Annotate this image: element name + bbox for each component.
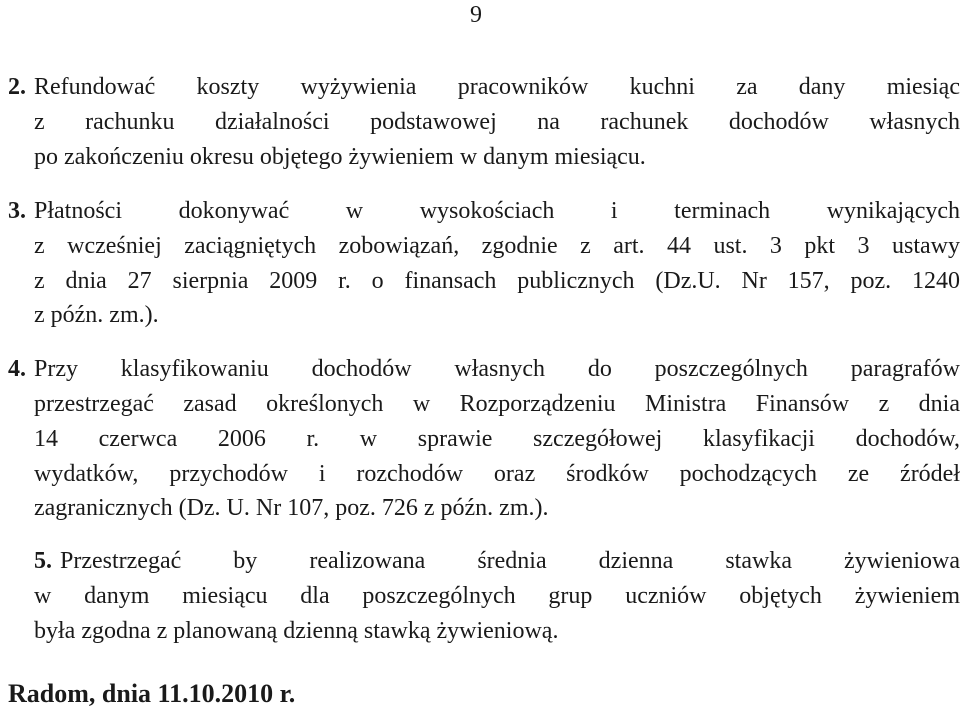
- item-4-line-5: zagranicznych (Dz. U. Nr 107, poz. 726 z późn. zm.).: [34, 495, 549, 521]
- item-number: 2.: [8, 74, 26, 100]
- item-3-line-4: z późn. zm.).: [34, 302, 159, 328]
- item-text: Przestrzegać by realizowana średnia dzienna stawka żywieniowa: [60, 548, 960, 574]
- page-number: 9: [470, 2, 482, 28]
- item-text: Przy klasyfikowaniu dochodów własnych do poszczególnych paragrafów: [34, 356, 960, 382]
- item-number: 5.: [34, 548, 52, 574]
- item-2-line-3: po zakończeniu okresu objętego żywieniem w danym miesiącu.: [34, 144, 646, 170]
- item-number: 4.: [8, 356, 26, 382]
- item-5-line-1: [34, 546, 960, 576]
- item-4-line-2: przestrzegać zasad określonych w Rozporządzeniu Ministra Finansów z dnia: [34, 391, 960, 417]
- item-3-line-1: [8, 196, 960, 226]
- item-text: Refundować koszty wyżywienia pracowników kuchni za dany miesiąc: [34, 74, 960, 100]
- item-5-line-3: była zgodna z planowaną dzienną stawką żywieniową.: [34, 618, 559, 644]
- item-4-line-3: 14 czerwca 2006 r. w sprawie szczegółowej klasyfikacji dochodów,: [34, 426, 960, 452]
- item-4-line-4: wydatków, przychodów i rozchodów oraz środków pochodzących ze źródeł: [34, 461, 960, 487]
- place-date-signature: Radom, dnia 11.10.2010 r.: [8, 679, 296, 708]
- item-3-line-2: z wcześniej zaciągniętych zobowiązań, zgodnie z art. 44 ust. 3 pkt 3 ustawy: [34, 233, 960, 259]
- item-4-line-1: [8, 354, 960, 384]
- item-text: Płatności dokonywać w wysokościach i terminach wynikających: [34, 198, 960, 224]
- item-number: 3.: [8, 198, 26, 224]
- item-5-line-2: w danym miesiącu dla poszczególnych grup uczniów objętych żywieniem: [34, 583, 960, 609]
- item-2-line-1: [8, 72, 960, 102]
- item-2-line-2: z rachunku działalności podstawowej na rachunek dochodów własnych: [34, 109, 960, 135]
- item-3-line-3: z dnia 27 sierpnia 2009 r. o finansach publicznych (Dz.U. Nr 157, poz. 1240: [34, 268, 960, 294]
